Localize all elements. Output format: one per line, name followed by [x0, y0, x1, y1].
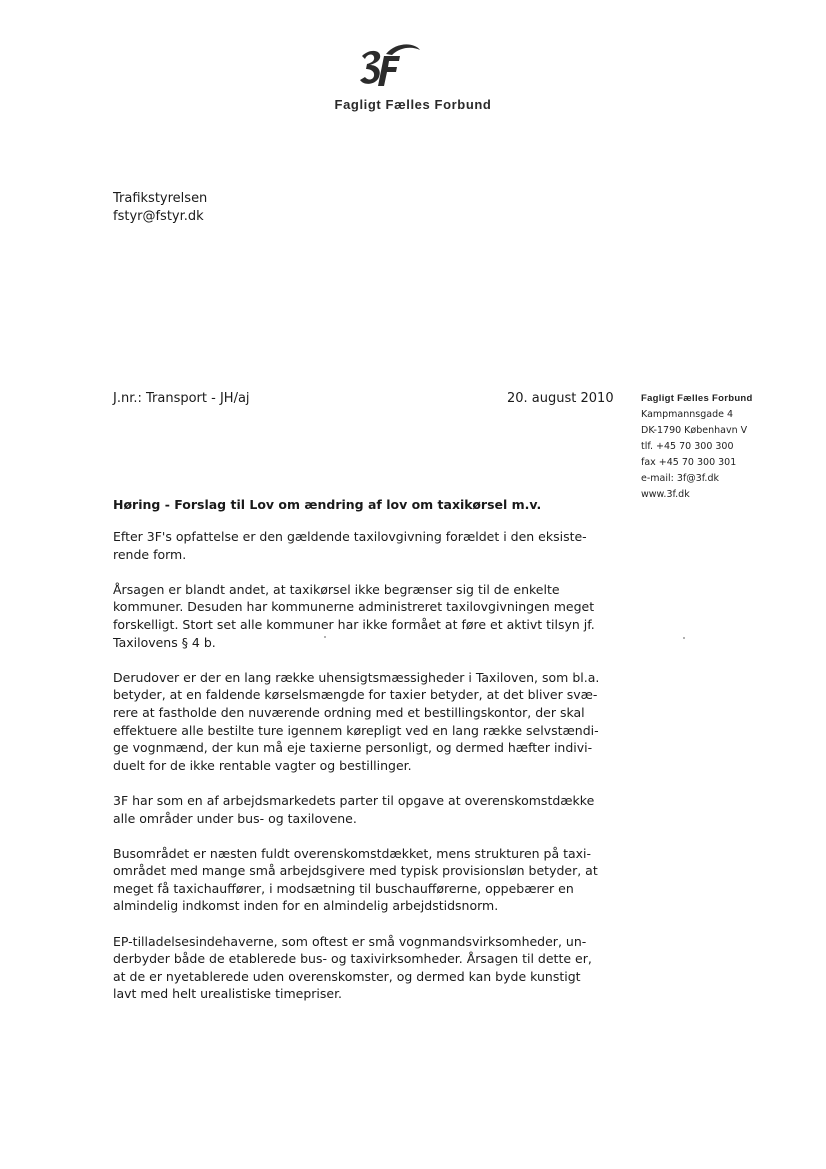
- sender-phone: tlf. +45 70 300 300: [641, 441, 734, 452]
- org-name: Fagligt Fælles Forbund: [334, 97, 492, 112]
- sender-address: [641, 391, 753, 503]
- body-paragraph: 3F har som en af arbejdsmarkedets parter til opgave at overenskomstdække alle områder under bus- og taxilovene.: [113, 792, 595, 826]
- body-paragraph: Busområdet er næsten fuldt overenskomstdækket, mens strukturen på taxi- området med mange små arbejdsgivere med typisk provisionsløn betyder, at meget få taxichauffører, i modsætning til buschaufførerne, oppebærer en almindelig indkomst inden for en almindelig arbejdstidsnorm.: [113, 845, 598, 914]
- reference-number: J.nr.: Transport - JH/aj: [113, 391, 250, 406]
- scan-speck: [683, 637, 685, 639]
- sender-web: www.3f.dk: [641, 489, 690, 500]
- recipient-block: [113, 190, 207, 226]
- letter-date: 20. august 2010: [507, 391, 614, 406]
- sender-fax: fax +45 70 300 301: [641, 457, 737, 468]
- sender-email: e-mail: 3f@3f.dk: [641, 473, 719, 484]
- sender-city: DK-1790 København V: [641, 425, 748, 436]
- body-paragraph: EP-tilladelsesindehaverne, som oftest er små vognmandsvirksomheder, un- derbyder både de etablerede bus- og taxivirksomheder. Årsagen til dette er, at de er nyetablerede uden overenskomster, og dermed kan byde kunstigt lavt med helt urealistiske timepriser.: [113, 933, 592, 1002]
- body-paragraph: Årsagen er blandt andet, at taxikørsel ikke begrænser sig til de enkelte kommuner. Desuden har kommunerne administreret taxilovgivningen meget forskelligt. Stort set alle kommuner har ikke formået at føre et aktivt tilsyn jf. Taxilovens § 4 b.: [113, 581, 595, 650]
- letter-subject: Høring - Forslag til Lov om ændring af lov om taxikørsel m.v.: [113, 497, 542, 512]
- recipient-email: fstyr@fstyr.dk: [113, 209, 204, 224]
- body-paragraph: Efter 3F's opfattelse er den gældende taxilovgivning forældet i den eksiste- rende form.: [113, 529, 587, 562]
- 3f-logo-icon: [356, 42, 424, 92]
- sender-street: Kampmannsgade 4: [641, 409, 734, 420]
- recipient-name: Trafikstyrelsen: [113, 191, 208, 206]
- letter-body: [113, 528, 613, 1021]
- sender-name: Fagligt Fælles Forbund: [641, 393, 753, 404]
- body-paragraph: Derudover er der en lang række uhensigtsmæssigheder i Taxiloven, som bl.a. betyder, at en faldende kørselsmængde for taxier betyder, at det bliver svæ- rere at fastholde den nuværende ordning med et bestillingskontor, der skal effektuere alle bestilte ture igennem kørepligt ved en lang række selvstændi- ge vognmænd, der kun må eje taxierne personligt, og dermed hæfter indivi- duelt for de ikke rentable vagter og bestillinger.: [113, 669, 600, 773]
- scan-speck: [324, 636, 326, 638]
